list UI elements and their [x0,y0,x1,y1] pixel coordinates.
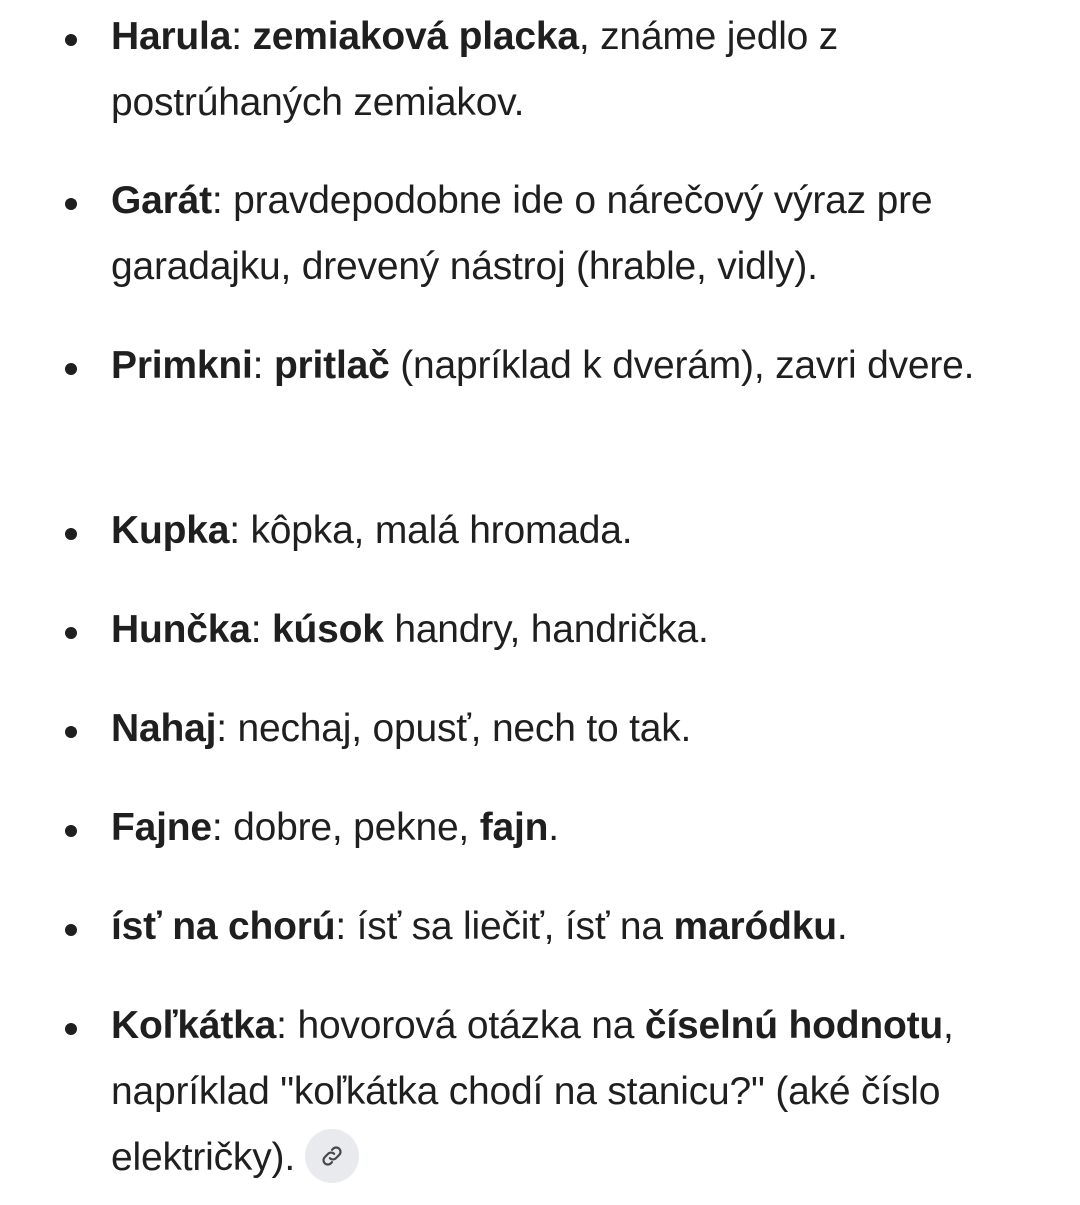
definition-end: , napríklad "koľkátka chodí na stanicu?" (aké číslo električky). [111,1004,954,1179]
definition: handry, handrička. [383,608,709,651]
definition: pravdepodobne ide o nárečový výraz pre garadajku, drevený nástroj (hrable, vidly). [111,179,933,288]
term: Koľkátka [111,1004,277,1047]
bullet-icon [65,627,77,639]
entry-text [111,696,1041,762]
definition: kôpka, malá hromada. [250,509,633,552]
separator: : [250,608,272,651]
emphasis: maródku [673,905,837,948]
separator: : [276,1004,298,1047]
term: ísť na chorú [111,905,336,948]
separator: : [252,344,274,387]
entry-text [111,597,1041,663]
definition: (napríklad k dverám), zavri dvere. [389,344,975,387]
bullet-icon [65,825,77,837]
entry-text [111,168,1041,300]
emphasis: fajn [479,806,549,849]
bullet-icon [65,528,77,540]
definition: ísť sa liečiť, ísť na [356,905,674,948]
entry-text [111,4,1041,136]
term: Nahaj [111,707,217,750]
separator: : [335,905,357,948]
term: Kupka [111,509,230,552]
definition: nechaj, opusť, nech to tak. [237,707,692,750]
definition: hovorová otázka na [297,1004,645,1047]
definition-end: . [836,905,848,948]
separator: : [216,707,238,750]
bullet-icon [65,924,77,936]
term: Hunčka [111,608,251,651]
entry-text [111,333,1041,399]
term: Fajne [111,806,212,849]
entry-text [111,894,1041,960]
entry-text [111,993,1041,1191]
entry-text [111,795,1041,861]
separator: : [211,179,234,222]
bullet-icon [65,1023,77,1035]
bullet-icon [65,34,77,46]
term: Harula [111,15,232,58]
entry-text [111,498,1041,564]
separator: : [229,509,251,552]
definition: dobre, pekne, [233,806,480,849]
emphasis: číselnú hodnotu [644,1004,944,1047]
bullet-icon [65,363,77,375]
bullet-icon [65,198,77,210]
bullet-icon [65,726,77,738]
definition-end: . [548,806,559,849]
separator: : [211,806,234,849]
separator: : [231,15,253,58]
emphasis: pritlač [273,344,390,387]
emphasis: zemiaková placka [252,15,579,58]
source-link-button[interactable] [305,1129,359,1183]
link-icon [319,1143,345,1169]
emphasis: kúsok [271,608,384,651]
term: Garát [111,179,212,222]
term: Primkni [111,344,253,387]
definition: , známe jedlo z postrúhaných zemiakov. [111,15,839,124]
